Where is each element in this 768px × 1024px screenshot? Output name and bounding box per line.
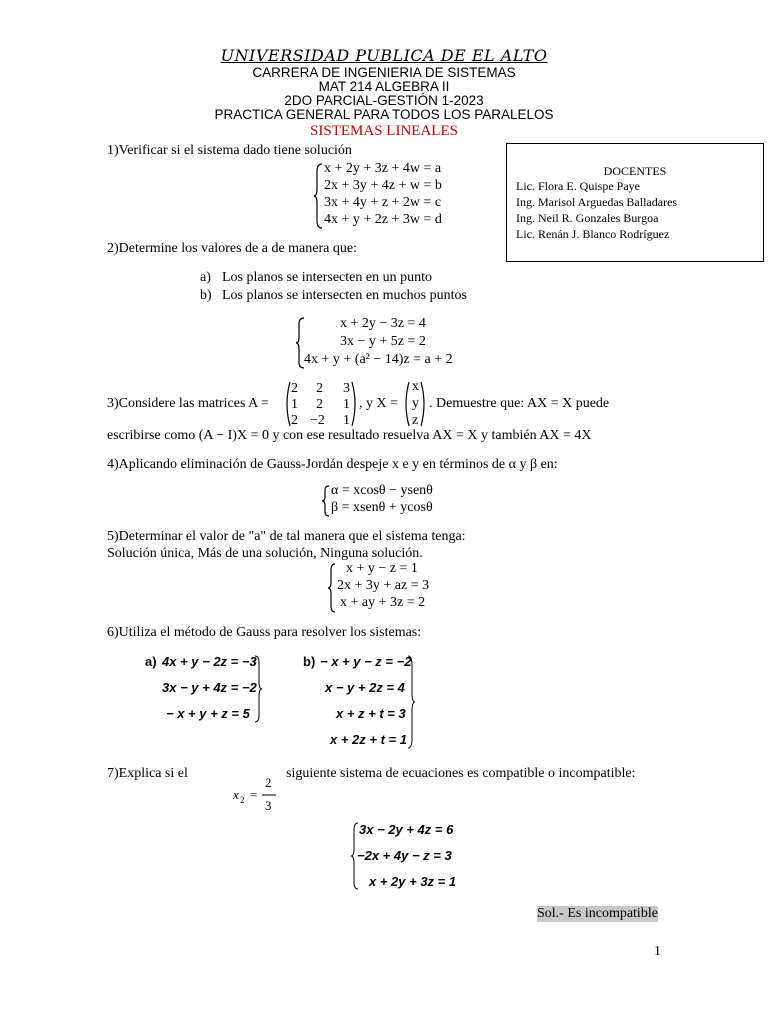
paren-left-icon	[402, 381, 410, 427]
equation: x + 2y + 3z = 1	[369, 874, 457, 889]
option-letter: a)	[200, 270, 211, 285]
docente-name: Ing. Neil R. Gonzales Burgoa	[516, 211, 659, 225]
equation: 2x + 3y + 4z + w = b	[324, 178, 442, 193]
matrix-cell: 1	[343, 397, 350, 412]
matrix-cell: 1	[343, 413, 350, 428]
equation: α = xcosθ − ysenθ	[331, 483, 433, 498]
problem-3-text: . Demuestre que: AX = X puede	[429, 396, 610, 411]
matrix-cell: 2	[316, 381, 323, 396]
equation: 3x + 4y + z + 2w = c	[324, 195, 442, 210]
matrix-cell: 3	[343, 381, 350, 396]
equation: −2x + 4y − z = 3	[357, 848, 452, 863]
equation: 3x − 2y + 4z = 6	[359, 822, 454, 837]
system-b-label: b)	[303, 654, 316, 669]
equation: − x + y + z = 5	[166, 706, 250, 721]
problem-3-text: escribirse como (A − I)X = 0 y con ese resultado resuelva AX = X y también AX = 4X	[107, 428, 592, 443]
docente-name: Lic. Renán J. Blanco Rodríguez	[516, 227, 670, 241]
equation: 4x + y + 2z + 3w = d	[324, 212, 442, 227]
career-title: CARRERA DE INGENIERIA DE SISTEMAS	[252, 65, 516, 80]
docentes-title: DOCENTES	[603, 164, 667, 178]
equation: 4x + y + (a² − 14)z = a + 2	[304, 352, 453, 367]
fraction-subscript: 2	[240, 795, 245, 805]
paren-left-icon	[283, 381, 291, 427]
brace-icon	[314, 163, 324, 229]
brace-right-icon	[407, 655, 415, 749]
problem-2-text: 2)Determine los valores de a de manera que:	[107, 241, 357, 256]
equation: 4x + y − 2z = −3	[162, 654, 257, 669]
brace-right-icon	[254, 655, 262, 723]
docente-name: Lic. Flora E. Quispe Paye	[516, 179, 640, 193]
problem-5-text: 5)Determinar el valor de "a" de tal manera que el sistema tenga:	[107, 529, 466, 544]
exam-title: 2DO PARCIAL-GESTIÓN 1-2023	[284, 93, 484, 108]
problem-7-text: siguiente sistema de ecuaciones es compatible o incompatible:	[286, 766, 636, 781]
equation: 3x − y + 4z = −2	[162, 680, 257, 695]
practice-title: PRACTICA GENERAL PARA TODOS LOS PARALELOS	[214, 107, 554, 122]
equation: x + ay + 3z = 2	[340, 595, 426, 610]
fraction-denominator: 3	[265, 798, 272, 813]
problem-4-text: 4)Aplicando eliminación de Gauss-Jordán despeje x e y en términos de α y β en:	[107, 457, 558, 472]
equation: x + y − z = 1	[346, 561, 418, 576]
page-number: 1	[654, 944, 661, 959]
university-title: UNIVERSIDAD PUBLICA DE EL ALTO	[220, 46, 548, 65]
problem-7-text: 7)Explica si el	[107, 766, 188, 781]
equation: x + 2y + 3z + 4w = a	[324, 161, 442, 176]
equation: x − y + 2z = 4	[325, 680, 405, 695]
option-text: Los planos se intersecten en muchos puntos	[222, 288, 467, 303]
equation: x + z + t = 3	[336, 706, 406, 721]
equation: 2x + 3y + az = 3	[337, 578, 430, 593]
docentes-box	[506, 143, 764, 262]
problem-3-text: 3)Considere las matrices A =	[107, 396, 269, 411]
paren-right-icon	[351, 381, 359, 427]
problem-6-text: 6)Utiliza el método de Gauss para resolver los sistemas:	[107, 625, 422, 640]
matrix-cell: −2	[310, 413, 325, 428]
fraction-bar	[262, 794, 276, 796]
option-text: Los planos se intersecten en un punto	[222, 270, 432, 285]
course-title: MAT 214 ALGEBRA II	[318, 79, 450, 94]
solution-text: Sol.- Es incompatible	[537, 906, 658, 921]
fraction-variable: x	[233, 787, 239, 802]
equation: 3x − y + 5z = 2	[340, 334, 426, 349]
fraction-numerator: 2	[265, 775, 272, 790]
vector-cell: z	[412, 413, 419, 428]
matrix-cell: 1	[291, 397, 298, 412]
system-a-label: a)	[145, 654, 157, 669]
vector-cell: x	[412, 379, 419, 394]
paren-right-icon	[420, 381, 428, 427]
vector-cell: y	[412, 396, 419, 411]
equation: − x + y − z = −2	[320, 654, 412, 669]
matrix-cell: 2	[291, 381, 298, 396]
problem-3-text: , y X =	[359, 396, 399, 411]
matrix-cell: 2	[316, 397, 323, 412]
topic-title: SISTEMAS LINEALES	[310, 123, 458, 139]
equation: x + 2z + t = 1	[330, 732, 407, 747]
option-letter: b)	[200, 288, 212, 303]
brace-icon	[328, 563, 337, 613]
equation: β = xsenθ + ycosθ	[331, 500, 433, 515]
exam-page: UNIVERSIDAD PUBLICA DE EL ALTO CARRERA DE INGENIERIA DE SISTEMAS MAT 214 ALGEBRA II 2DO PARCIAL-GESTIÓN 1-2023 PRACTICA GENERAL PARA TODOS LOS PARALELOS SISTEMAS LINEALES DOCENTES Lic. Flora E. Quispe Paye Ing. Marisol Arguedas Balladares Ing. Neil R. Gonzales Burgoa Lic. Renán J. Blanco Rodríguez 1)Verificar si el sistema dado tiene solución x + 2y + 3z + 4w = a 2x + 3y + 4z + w = b 3x + 4y + z + 2w = c 4x + y + 2z + 3w = d 2)Determine los valores de a de manera que: a) Los planos se intersecten en un punto b) Los planos se intersecten en muchos puntos x + 2y − 3z = 4 3x − y + 5z = 2 4x + y + (a² − 14)z = a + 2 3)Considere las matrices A = 2 2 3 1 2 1 2 −2 1 , y X = x y z . Demuestre que: AX = X puede escribirse como (A − I)X = 0 y con ese resultado resuelva AX = X y también AX = 4X 4)Aplicando eliminación de Gauss-Jordán despeje x e y en términos de α y β en: α = xcosθ − ysenθ β = xsenθ + ycosθ 5)Determinar el valor de "a" de tal manera que el sistema tenga: Solución única, Más de una solución, Ninguna solución. x + y − z = 1 2x + 3y + az = 3 x + ay + 3z = 2 6)Utiliza el método de Gauss para resolver los sistemas: a) 4x + y − 2z = −3 3x − y + 4z = −2 − x + y + z = 5 b) − x + y − z = −2 x − y + 2z = 4 x + z + t = 3 x + 2z + t = 1 7)Explica si el siguiente sistema de ecuaciones es compatible o incompatible: x 2 = 2 3 3x − 2y + 4z = 6 −2x + 4y − z = 3 x + 2y + 3z = 1 Sol.- Es incompatible 1	[0, 0, 768, 1024]
docente-name: Ing. Marisol Arguedas Balladares	[516, 195, 678, 209]
problem-5-text: Solución única, Más de una solución, Ninguna solución.	[107, 546, 423, 561]
equation: x + 2y − 3z = 4	[340, 316, 426, 331]
problem-1-text: 1)Verificar si el sistema dado tiene solución	[107, 143, 352, 158]
brace-icon	[322, 485, 331, 517]
matrix-cell: 2	[291, 413, 298, 428]
